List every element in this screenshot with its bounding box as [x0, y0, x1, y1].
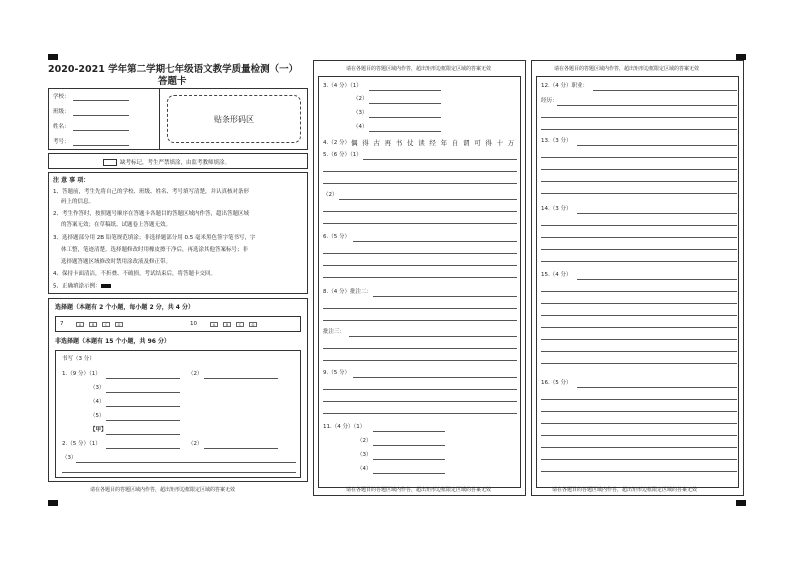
q3-label: 3.（4 分）（1）	[323, 83, 362, 89]
q12-experience-line[interactable]	[557, 105, 737, 106]
q1-part5-label: （5）	[90, 413, 105, 419]
q1-part1-line[interactable]	[106, 378, 180, 379]
absent-note: 缺考标记，考生严禁填涂，由监考教师填涂。	[103, 159, 230, 167]
q16-line[interactable]	[541, 471, 737, 472]
q8-line[interactable]	[373, 296, 517, 297]
q13-label: 13.（3 分）	[541, 138, 572, 144]
q12-label: 12.（4 分）职业：	[541, 83, 588, 89]
q15-label: 15.（4 分）	[541, 272, 572, 278]
q14-label: 14.（3 分）	[541, 206, 572, 212]
writing-area	[55, 350, 301, 478]
q11-part2-line[interactable]	[373, 445, 445, 446]
q4-char: 书	[395, 139, 403, 147]
name-field[interactable]	[73, 130, 129, 131]
q3-part3-line[interactable]	[369, 117, 441, 118]
class-label: 班级：	[53, 109, 70, 115]
q12-line[interactable]	[541, 117, 737, 118]
q4-char: 万	[507, 139, 515, 147]
q3-part3-label: （3）	[353, 110, 368, 116]
exam-no-label: 考号：	[53, 139, 70, 145]
q13-line[interactable]	[577, 145, 737, 146]
q4-char: 谓	[463, 139, 470, 147]
q4-char: 再	[384, 139, 392, 147]
q13-line[interactable]	[541, 181, 737, 182]
annotation3-label: 批注三：	[323, 329, 346, 335]
q10-option-c[interactable]: C	[236, 322, 244, 327]
q1-jia-line[interactable]	[106, 434, 180, 435]
q4-char: 年	[440, 139, 448, 147]
col3-inner	[536, 76, 739, 488]
answer-box-col1	[48, 298, 308, 482]
q16-line[interactable]	[541, 459, 737, 460]
q1-part2-label: （2）	[188, 371, 203, 377]
q16-line[interactable]	[577, 387, 737, 388]
answer-box-col3	[531, 60, 744, 496]
corner-mark	[48, 54, 58, 60]
notes-box	[48, 172, 308, 294]
q1-part4-line[interactable]	[106, 406, 180, 407]
note-item: 1、答题前，考生先将自己的学校、班级、姓名、考号填写清楚，并认真核对条形	[53, 189, 250, 195]
note-item: 码上的信息。	[61, 199, 95, 205]
q11-part1-line[interactable]	[373, 431, 445, 432]
q2-part2-line[interactable]	[204, 448, 278, 449]
q2-part3-line[interactable]	[76, 462, 296, 463]
q15-line[interactable]	[541, 351, 737, 352]
q3-part4-line[interactable]	[369, 131, 441, 132]
q4-char: 古	[373, 139, 380, 147]
q7-number: 7	[60, 321, 64, 327]
q4-punctuation-sentence[interactable]	[351, 140, 521, 148]
choice-heading: 选择题（本题有 2 个小题，每小题 2 分，共 4 分）	[55, 304, 195, 311]
footer-warning: 请在各题目的答题区域内作答，超出矩形边框限定区域的答案无效	[552, 487, 698, 493]
q4-char: 仗	[407, 139, 414, 147]
q14-line[interactable]	[541, 261, 737, 262]
annotation3-line[interactable]	[349, 336, 517, 337]
q15-line[interactable]	[541, 327, 737, 328]
col2-inner	[318, 76, 521, 488]
q12-line[interactable]	[541, 129, 737, 130]
q4-label: 4.（2 分）	[323, 140, 350, 146]
q2-label: 2.（5 分）（1）	[62, 441, 101, 447]
footer-warning: 请在各题目的答题区域内作答，超出矩形边框限定区域的答案无效	[90, 487, 236, 493]
q6-line[interactable]	[323, 253, 517, 254]
q2-part2-label: （2）	[188, 441, 203, 447]
q11-part3-line[interactable]	[373, 459, 445, 460]
info-divider	[159, 88, 160, 150]
q2-part1-line[interactable]	[106, 448, 180, 449]
q16-line[interactable]	[541, 399, 737, 400]
q3-part2-line[interactable]	[369, 103, 441, 104]
q8-label: 8.（4 分）批注二：	[323, 289, 372, 295]
q4-char: 经	[429, 139, 436, 147]
q5-line[interactable]	[363, 159, 517, 160]
q4-char: 十	[496, 139, 504, 147]
q4-char: 得	[362, 139, 369, 147]
q2-part3-line-2[interactable]	[62, 472, 296, 473]
q3-part4-label: （4）	[353, 124, 368, 130]
corner-mark	[48, 500, 58, 506]
q1-part2-line[interactable]	[204, 378, 278, 379]
q16-label: 16.（5 分）	[541, 380, 572, 386]
header-warning: 请在各题目的答题区域内作答，超出矩形边框限定区域的答案无效	[554, 66, 700, 72]
q6-label: 6.（5 分）	[323, 234, 350, 240]
q11-part2-label: （2）	[357, 438, 372, 444]
q6-line[interactable]	[323, 265, 517, 266]
q1-part3-line[interactable]	[106, 392, 180, 393]
answer-box-col2	[313, 60, 526, 496]
q10-option-d[interactable]: D	[249, 322, 257, 327]
q14-line[interactable]	[541, 249, 737, 250]
page-subtitle: 答题卡	[158, 76, 187, 87]
q7-option-b[interactable]: B	[89, 322, 97, 327]
note-item: 2、考生作答时，按照题号顺序在答题卡各题目的答题区域内作答，超出答题区域	[53, 211, 250, 217]
q11-part3-label: （3）	[357, 452, 372, 458]
corner-mark	[736, 500, 746, 506]
barcode-label: 贴条形码区	[214, 115, 254, 124]
absent-checkbox[interactable]	[103, 159, 117, 166]
q1-part4-label: （4）	[90, 399, 105, 405]
q10-option-a[interactable]: A	[210, 322, 218, 327]
q11-label: 11.（4 分）（1）	[323, 424, 366, 430]
footer-warning: 请在各题目的答题区域内作答，超出矩形边框限定区域的答案无效	[346, 487, 492, 493]
annotation3-line[interactable]	[323, 348, 517, 349]
note-item: 4、保持卡面清洁，不折叠、不破损。考试结束后，将答题卡交回。	[53, 271, 217, 277]
q7-option-d[interactable]: D	[115, 322, 123, 327]
exam-no-field[interactable]	[73, 145, 129, 146]
school-field[interactable]	[73, 100, 129, 101]
q4-char: 得	[485, 139, 492, 147]
q5-label: 5.（6 分）（1）	[323, 152, 362, 158]
q5-part2-line[interactable]	[323, 223, 517, 224]
annotation3-line[interactable]	[323, 360, 517, 361]
q13-line[interactable]	[541, 157, 737, 158]
q1-label: 1.（9 分）（1）	[62, 371, 101, 377]
q1-part5-line[interactable]	[106, 420, 180, 421]
q16-line[interactable]	[541, 447, 737, 448]
q9-label: 9.（5 分）	[323, 370, 350, 376]
q12-experience-label: 经历：	[541, 98, 558, 104]
q15-line[interactable]	[541, 303, 737, 304]
choice-area	[55, 316, 301, 332]
q3-part2-label: （2）	[353, 96, 368, 102]
header-warning: 请在各题目的答题区域内作答，超出矩形边框限定区域的答案无效	[346, 66, 492, 72]
q5-part2-line[interactable]	[323, 211, 517, 212]
q5-line[interactable]	[323, 171, 517, 172]
notes-heading: 注 意 事 项：	[53, 177, 90, 184]
nonchoice-heading: 非选择题（本题有 15 个小题，共 96 分）	[55, 338, 171, 345]
q10-option-b[interactable]: B	[223, 322, 231, 327]
q7-option-a[interactable]: A	[76, 322, 84, 327]
class-field[interactable]	[73, 115, 129, 116]
note-item: 选择题答题区域修改时禁用涂改液及修正带。	[61, 259, 172, 265]
q15-line[interactable]	[541, 339, 737, 340]
q3-part1-line[interactable]	[369, 90, 441, 91]
q11-part4-label: （4）	[357, 466, 372, 472]
q16-line[interactable]	[541, 411, 737, 412]
q16-line[interactable]	[541, 423, 737, 424]
q6-line[interactable]	[353, 241, 517, 242]
page-title: 2020-2021 学年第二学期七年级语文教学质量检测（一）	[48, 64, 299, 75]
q4-char: 自	[451, 139, 459, 147]
school-label: 学校：	[53, 94, 70, 100]
note-item-example: 5、正确填涂示例：	[53, 284, 111, 290]
note-item: 的答案无效；在草稿纸、试题卷上答题无效。	[61, 222, 172, 228]
q7-option-c[interactable]: C	[102, 322, 110, 327]
q9-line[interactable]	[323, 401, 517, 402]
q10-number: 10	[190, 321, 197, 327]
q4-char: 偶	[351, 139, 358, 147]
name-label: 姓名：	[53, 124, 70, 130]
q2-part3-label: （3）	[62, 455, 77, 461]
q11-part4-line[interactable]	[373, 473, 445, 474]
q15-line[interactable]	[541, 315, 737, 316]
q9-line[interactable]	[323, 389, 517, 390]
q12-occupation-line[interactable]	[593, 90, 737, 91]
q14-line[interactable]	[541, 225, 737, 226]
q14-line[interactable]	[577, 213, 737, 214]
q14-line[interactable]	[541, 237, 737, 238]
q1-jia-label: 【甲】	[90, 427, 107, 433]
q16-line[interactable]	[541, 435, 737, 436]
q13-line[interactable]	[541, 193, 737, 194]
q15-line[interactable]	[541, 291, 737, 292]
note-item: 3、选择题部分用 2B 铅笔规范填涂；非选择题部分用 0.5 毫米黑色签字笔书写，字	[53, 235, 256, 241]
q15-line[interactable]	[577, 279, 737, 280]
q6-line[interactable]	[323, 277, 517, 278]
q5-line[interactable]	[323, 183, 517, 184]
q15-line[interactable]	[541, 363, 737, 364]
q9-line[interactable]	[323, 413, 517, 414]
q8-line[interactable]	[323, 320, 517, 321]
q4-char: 读	[418, 139, 425, 147]
barcode-area	[167, 95, 301, 143]
q4-char: 可	[474, 139, 481, 147]
filled-example-mark	[101, 284, 111, 288]
q9-line[interactable]	[353, 377, 517, 378]
writing-label: 书写（3 分）	[62, 356, 95, 362]
q1-part3-label: （3）	[90, 385, 105, 391]
q8-line[interactable]	[323, 308, 517, 309]
student-info-box	[48, 88, 308, 150]
q13-line[interactable]	[541, 169, 737, 170]
note-item: 体工整，笔迹清楚。选择题修改时用橡皮擦干净后，再选涂其他答案标号；非	[61, 247, 249, 253]
absent-mark-box	[48, 153, 308, 169]
q5-part2-line[interactable]	[339, 199, 517, 200]
q5-part2-label: （2）	[323, 192, 338, 198]
